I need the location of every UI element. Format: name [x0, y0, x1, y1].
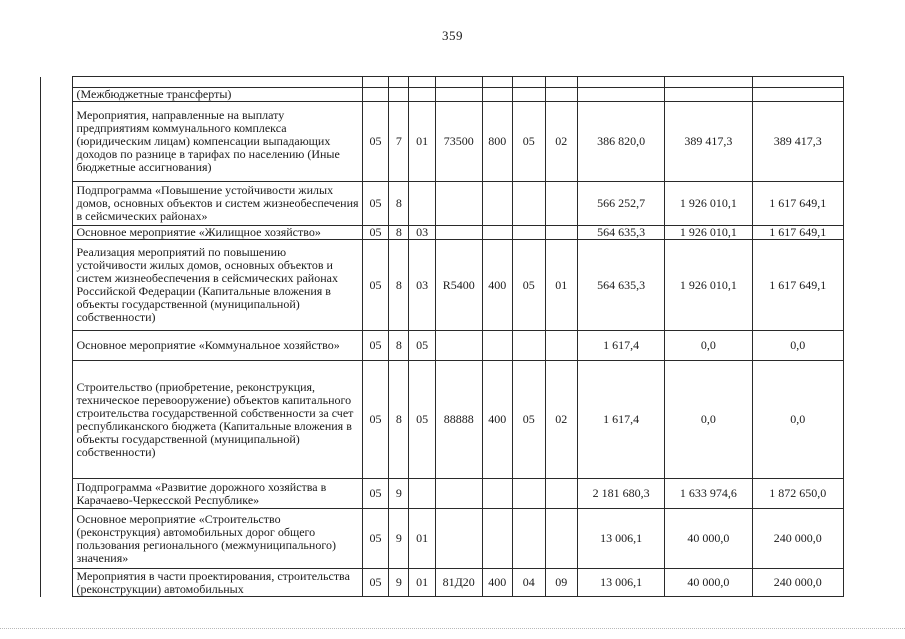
code-expense-type-cell	[482, 479, 512, 509]
amount-year2-cell	[665, 88, 752, 102]
code-expense-type-cell	[482, 226, 512, 240]
code-event-cell: 03	[409, 226, 435, 240]
code-subsection-cell	[545, 509, 577, 569]
code-section-cell: 05	[513, 102, 545, 182]
item-name-cell: Реализация мероприятий по повышению устойчивости жилых домов, основных объектов и систем жизнеобеспечения в сейсмических районах Российской Федерации (Капитальные вложения в объекты государственной (муниципальной) собственности)	[73, 240, 362, 331]
code-direction-cell	[435, 479, 482, 509]
code-expense-type-cell: 400	[482, 361, 512, 479]
margin-cell	[41, 102, 73, 182]
amount-year2-cell: 389 417,3	[665, 102, 752, 182]
code-subsection-cell: 02	[545, 361, 577, 479]
table-row	[41, 331, 844, 361]
code-expense-type-cell	[482, 182, 512, 226]
margin-cell	[41, 88, 73, 102]
code-ministry-cell: 05	[362, 361, 388, 479]
code-direction-cell	[435, 509, 482, 569]
code-section-cell: 04	[513, 569, 545, 597]
code-direction-cell	[435, 88, 482, 102]
code-direction-cell: 81Д20	[435, 569, 482, 597]
item-name-cell: Основное мероприятие «Строительство (реконструкция) автомобильных дорог общего пользования регионального (межмуниципального) значения»	[73, 509, 362, 569]
code-direction-cell	[435, 226, 482, 240]
table-row	[41, 361, 844, 479]
code-section-cell	[513, 182, 545, 226]
table-row	[41, 182, 844, 226]
code-event-cell	[409, 182, 435, 226]
margin-cell	[41, 361, 73, 479]
amount-year1-cell: 566 252,7	[577, 182, 664, 226]
margin-cell	[41, 331, 73, 361]
amount-year1-cell	[577, 88, 664, 102]
code-event-cell	[409, 479, 435, 509]
amount-year1-cell: 13 006,1	[577, 509, 664, 569]
amount-year3-cell: 1 617 649,1	[752, 182, 843, 226]
code-section-cell	[513, 88, 545, 102]
item-name-cell: Основное мероприятие «Коммунальное хозяйство»	[73, 331, 362, 361]
code-program-cell: 9	[389, 479, 409, 509]
amount-year1-cell: 2 181 680,3	[577, 479, 664, 509]
code-expense-type-cell: 400	[482, 240, 512, 331]
amount-year1-cell: 1 617,4	[577, 331, 664, 361]
table-row	[41, 509, 844, 569]
amount-year3-cell: 1 872 650,0	[752, 479, 843, 509]
item-name-cell: Основное мероприятие «Жилищное хозяйство»	[73, 226, 362, 240]
code-ministry-cell: 05	[362, 240, 388, 331]
code-program-cell: 8	[389, 331, 409, 361]
table-row	[41, 479, 844, 509]
code-direction-cell	[435, 331, 482, 361]
code-program-cell: 9	[389, 569, 409, 597]
table-row	[41, 240, 844, 331]
code-expense-type-cell	[482, 509, 512, 569]
code-program-cell: 8	[389, 226, 409, 240]
amount-year2-cell: 1 926 010,1	[665, 240, 752, 331]
code-program-cell: 8	[389, 361, 409, 479]
code-ministry-cell: 05	[362, 569, 388, 597]
margin-cell	[41, 240, 73, 331]
code-event-cell: 01	[409, 569, 435, 597]
code-direction-cell: R5400	[435, 240, 482, 331]
margin-cell	[41, 479, 73, 509]
code-section-cell: 05	[513, 240, 545, 331]
code-subsection-cell	[545, 331, 577, 361]
amount-year3-cell: 0,0	[752, 331, 843, 361]
code-direction-cell	[435, 182, 482, 226]
code-section-cell	[513, 479, 545, 509]
code-event-cell	[409, 88, 435, 102]
amount-year1-cell: 13 006,1	[577, 569, 664, 597]
code-expense-type-cell	[482, 88, 512, 102]
amount-year2-cell: 1 926 010,1	[665, 226, 752, 240]
amount-year3-cell: 1 617 649,1	[752, 240, 843, 331]
margin-cell	[41, 569, 73, 597]
code-section-cell	[513, 509, 545, 569]
item-name-cell: Мероприятия, направленные на выплату предприятиям коммунального комплекса (юридическим лицам) компенсации выпадающих доходов по разнице в тарифах по населению (Иные бюджетные ассигнования)	[73, 102, 362, 182]
item-name-cell: Строительство (приобретение, реконструкция, техническое перевооружение) объектов капитального строительства государственной собственности за счет республиканского бюджета (Капитальные вложения в объекты государственной (муниципальной) собственности)	[73, 361, 362, 479]
table-header-row	[41, 77, 844, 88]
amount-year3-cell: 389 417,3	[752, 102, 843, 182]
code-expense-type-cell: 400	[482, 569, 512, 597]
code-program-cell: 9	[389, 509, 409, 569]
code-event-cell: 03	[409, 240, 435, 331]
amount-year2-cell: 1 926 010,1	[665, 182, 752, 226]
amount-year3-cell: 0,0	[752, 361, 843, 479]
margin-cell	[41, 182, 73, 226]
code-event-cell: 01	[409, 509, 435, 569]
table-row	[41, 102, 844, 182]
table-row	[41, 226, 844, 240]
amount-year2-cell: 1 633 974,6	[665, 479, 752, 509]
code-event-cell: 05	[409, 331, 435, 361]
code-ministry-cell: 05	[362, 226, 388, 240]
budget-table	[40, 76, 844, 597]
page-number: 359	[442, 28, 463, 43]
amount-year2-cell: 0,0	[665, 331, 752, 361]
amount-year3-cell: 240 000,0	[752, 509, 843, 569]
code-section-cell: 05	[513, 361, 545, 479]
code-ministry-cell	[362, 88, 388, 102]
amount-year1-cell: 564 635,3	[577, 226, 664, 240]
code-subsection-cell: 09	[545, 569, 577, 597]
code-ministry-cell: 05	[362, 331, 388, 361]
amount-year2-cell: 40 000,0	[665, 569, 752, 597]
amount-year2-cell: 0,0	[665, 361, 752, 479]
amount-year3-cell: 240 000,0	[752, 569, 843, 597]
amount-year1-cell: 564 635,3	[577, 240, 664, 331]
code-ministry-cell: 05	[362, 509, 388, 569]
code-direction-cell: 73500	[435, 102, 482, 182]
amount-year3-cell	[752, 88, 843, 102]
code-subsection-cell: 01	[545, 240, 577, 331]
amount-year2-cell: 40 000,0	[665, 509, 752, 569]
code-section-cell	[513, 226, 545, 240]
code-event-cell: 05	[409, 361, 435, 479]
code-expense-type-cell: 800	[482, 102, 512, 182]
item-name-cell: (Межбюджетные трансферты)	[73, 88, 362, 102]
code-program-cell: 8	[389, 240, 409, 331]
table-row	[41, 88, 844, 102]
item-name-cell: Подпрограмма «Повышение устойчивости жилых домов, основных объектов и систем жизнеобеспечения в сейсмических районах»	[73, 182, 362, 226]
code-expense-type-cell	[482, 331, 512, 361]
code-subsection-cell	[545, 88, 577, 102]
code-subsection-cell: 02	[545, 102, 577, 182]
code-section-cell	[513, 331, 545, 361]
code-ministry-cell: 05	[362, 182, 388, 226]
code-event-cell: 01	[409, 102, 435, 182]
code-subsection-cell	[545, 182, 577, 226]
margin-cell	[41, 226, 73, 240]
code-program-cell	[389, 88, 409, 102]
scan-edge-line	[0, 628, 905, 630]
code-subsection-cell	[545, 479, 577, 509]
code-program-cell: 8	[389, 182, 409, 226]
amount-year3-cell: 1 617 649,1	[752, 226, 843, 240]
code-ministry-cell: 05	[362, 102, 388, 182]
code-ministry-cell: 05	[362, 479, 388, 509]
code-program-cell: 7	[389, 102, 409, 182]
code-subsection-cell	[545, 226, 577, 240]
amount-year1-cell: 386 820,0	[577, 102, 664, 182]
item-name-cell: Подпрограмма «Развитие дорожного хозяйства в Карачаево-Черкесской Республике»	[73, 479, 362, 509]
table-row	[41, 569, 844, 597]
item-name-cell: Мероприятия в части проектирования, строительства (реконструкции) автомобильных	[73, 569, 362, 597]
code-direction-cell: 88888	[435, 361, 482, 479]
amount-year1-cell: 1 617,4	[577, 361, 664, 479]
margin-cell	[41, 509, 73, 569]
